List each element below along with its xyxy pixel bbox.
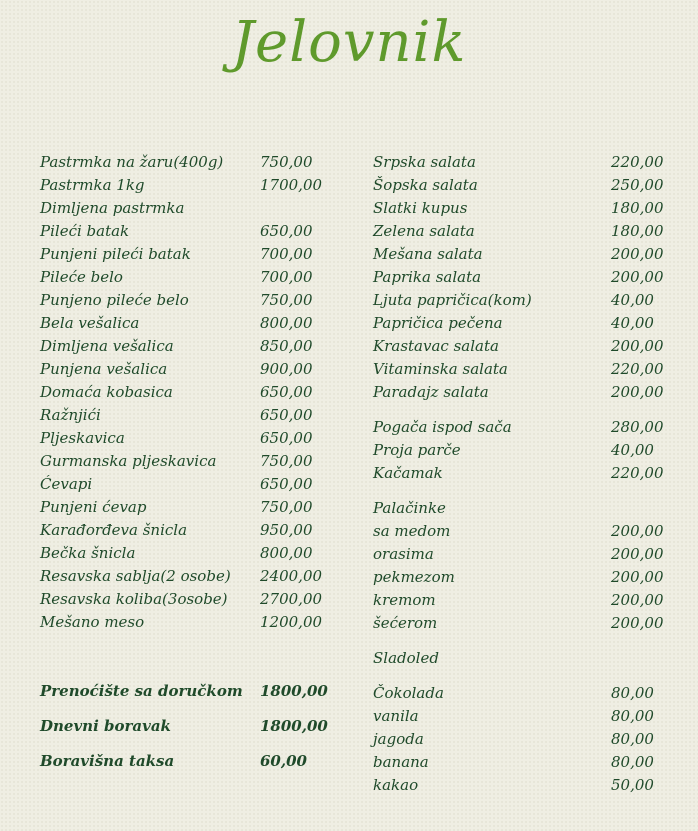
menu-item [373, 358, 673, 381]
menu-item-name: Ljuta papričica(kom) [373, 291, 532, 309]
menu-item-name: Papričica pečena [373, 314, 503, 332]
menu-item-price: 650,00 [260, 429, 313, 447]
menu-item-price: 200,00 [611, 591, 664, 609]
menu-item-price: 900,00 [260, 360, 313, 378]
menu-item-name: Punjeni pileći batak [40, 245, 191, 263]
salads-list [373, 151, 673, 404]
menu-item-name: Paprika salata [373, 268, 482, 286]
menu-item-name: Paradajz salata [373, 383, 489, 401]
menu-item [373, 774, 673, 797]
menu-item-name: Mešano meso [40, 613, 145, 631]
menu-item-price: 50,00 [611, 776, 654, 794]
menu-item [373, 566, 673, 589]
menu-item-price: 700,00 [260, 245, 313, 263]
menu-item [40, 588, 330, 611]
palacinke-heading: Palačinke [373, 499, 446, 517]
right-column [373, 151, 673, 797]
menu-item-price: 650,00 [260, 383, 313, 401]
menu-item-price: 800,00 [260, 314, 313, 332]
menu-item-price: 80,00 [611, 753, 654, 771]
menu-item-price: 750,00 [260, 498, 313, 516]
menu-item-price: 80,00 [611, 730, 654, 748]
menu-item-name: jagoda [373, 730, 424, 748]
menu-item [373, 243, 673, 266]
menu-item-name: Punjena vešalica [40, 360, 168, 378]
menu-item-name: Dimljena pastrmka [40, 199, 185, 217]
menu-item [373, 151, 673, 174]
menu-item [40, 750, 330, 773]
menu-item-name: Čokolada [373, 684, 444, 702]
menu-item-price: 40,00 [611, 291, 654, 309]
menu-item-price: 180,00 [611, 222, 664, 240]
menu-item-name: Pljeskavica [40, 429, 125, 447]
menu-item [40, 358, 330, 381]
menu-item-name: Proja parče [373, 441, 461, 459]
menu-item [373, 289, 673, 312]
menu-item-name: pekmezom [373, 568, 455, 586]
menu-item-name: Zelena salata [373, 222, 475, 240]
menu-item-name: Pastrmka 1kg [40, 176, 145, 194]
menu-item-name: Mešana salata [373, 245, 483, 263]
menu-item-name: vanila [373, 707, 419, 725]
sladoled-heading: Sladoled [373, 649, 439, 667]
menu-item-name: Punjeni ćevap [40, 498, 147, 516]
menu-item [40, 427, 330, 450]
menu-item-name: Pastrmka na žaru(400g) [40, 153, 224, 171]
menu-item-name: Pileći batak [40, 222, 130, 240]
menu-item-price: 850,00 [260, 337, 313, 355]
menu-item-name: Resavska koliba(3osobe) [40, 590, 228, 608]
menu-item-price: 280,00 [611, 418, 664, 436]
menu-item [373, 197, 673, 220]
menu-item-name: Boravišna taksa [40, 752, 175, 770]
menu-item-name: Bela vešalica [40, 314, 140, 332]
menu-item-name: Pogača ispod sača [373, 418, 512, 436]
menu-item [373, 543, 673, 566]
menu-item-name: Karađorđeva šnicla [40, 521, 188, 539]
menu-item [40, 715, 330, 738]
menu-item-price: 200,00 [611, 568, 664, 586]
sladoled-list [373, 682, 673, 797]
menu-item-price: 1200,00 [260, 613, 323, 631]
menu-item-name: kremom [373, 591, 436, 609]
menu-item [40, 243, 330, 266]
menu-item [40, 519, 330, 542]
menu-item-name: kakao [373, 776, 419, 794]
menu-item-name: Gurmanska pljeskavica [40, 452, 217, 470]
menu-item-price: 40,00 [611, 441, 654, 459]
menu-item [40, 680, 330, 703]
menu-item [40, 496, 330, 519]
menu-item-name: Prenoćište sa doručkom [40, 682, 243, 700]
palacinke-list [373, 520, 673, 635]
menu-item-price: 200,00 [611, 383, 664, 401]
menu-item-price: 250,00 [611, 176, 664, 194]
menu-item [373, 381, 673, 404]
menu-item [373, 174, 673, 197]
menu-item-price: 650,00 [260, 222, 313, 240]
main-dishes-list [40, 151, 330, 634]
menu-item-price: 40,00 [611, 314, 654, 332]
menu-item [373, 462, 673, 485]
menu-item [373, 682, 673, 705]
left-column [40, 151, 330, 773]
menu-item-price: 750,00 [260, 452, 313, 470]
menu-item-price: 2700,00 [260, 590, 323, 608]
menu-item-name: Bečka šnicla [40, 544, 136, 562]
menu-item-name: Dnevni boravak [40, 717, 171, 735]
menu-item [373, 612, 673, 635]
menu-item [40, 565, 330, 588]
menu-item [40, 289, 330, 312]
menu-item-name: Domaća kobasica [40, 383, 173, 401]
menu-item [40, 151, 330, 174]
menu-item [40, 220, 330, 243]
menu-item [373, 589, 673, 612]
lodging-list [40, 680, 330, 773]
menu-item-price: 200,00 [611, 337, 664, 355]
menu-item [40, 542, 330, 565]
menu-item [40, 450, 330, 473]
menu-item-price: 220,00 [611, 360, 664, 378]
menu-item-name: sa medom [373, 522, 451, 540]
menu-item-price: 200,00 [611, 268, 664, 286]
menu-item-price: 80,00 [611, 684, 654, 702]
menu-item-price: 650,00 [260, 475, 313, 493]
menu-item [373, 335, 673, 358]
menu-item-name: Dimljena vešalica [40, 337, 174, 355]
menu-item [373, 520, 673, 543]
menu-item-price: 650,00 [260, 406, 313, 424]
menu-item [373, 220, 673, 243]
menu-item-name: Resavska sablja(2 osobe) [40, 567, 231, 585]
menu-item [40, 404, 330, 427]
menu-item-price: 2400,00 [260, 567, 323, 585]
page-title: Jelovnik [231, 10, 467, 75]
menu-item [40, 266, 330, 289]
menu-item-name: Pileće belo [40, 268, 123, 286]
menu-item [40, 381, 330, 404]
menu-item-price: 700,00 [260, 268, 313, 286]
menu-item-price: 800,00 [260, 544, 313, 562]
menu-item-price: 750,00 [260, 153, 313, 171]
menu-item-name: Srpska salata [373, 153, 476, 171]
menu-item [373, 266, 673, 289]
menu-item-price: 200,00 [611, 522, 664, 540]
menu-item-price: 1800,00 [260, 717, 328, 735]
menu-item [373, 705, 673, 728]
menu-item [373, 751, 673, 774]
menu-item-price: 750,00 [260, 291, 313, 309]
menu-item-price: 1800,00 [260, 682, 328, 700]
menu-item [373, 728, 673, 751]
menu-item [40, 335, 330, 358]
menu-item-price: 200,00 [611, 245, 664, 263]
menu-item [40, 473, 330, 496]
menu-item-price: 950,00 [260, 521, 313, 539]
menu-item-name: šećerom [373, 614, 438, 632]
menu-item [373, 312, 673, 335]
menu-item [40, 312, 330, 335]
menu-item-price: 180,00 [611, 199, 664, 217]
menu-item-price: 60,00 [260, 752, 307, 770]
menu-item [373, 416, 673, 439]
menu-item-price: 220,00 [611, 153, 664, 171]
menu-item-name: Slatki kupus [373, 199, 468, 217]
menu-item-name: Krastavac salata [373, 337, 499, 355]
menu-item-price: 1700,00 [260, 176, 323, 194]
menu-item-price: 220,00 [611, 464, 664, 482]
menu-item-name: banana [373, 753, 429, 771]
menu-item-name: Ražnjići [40, 406, 101, 424]
menu-item-name: orasima [373, 545, 434, 563]
menu-item-name: Punjeno pileće belo [40, 291, 189, 309]
menu-item [40, 611, 330, 634]
menu-item-price: 200,00 [611, 545, 664, 563]
menu-item-price: 80,00 [611, 707, 654, 725]
menu-item-name: Kačamak [373, 464, 443, 482]
bakery-list [373, 416, 673, 485]
menu-item-name: Šopska salata [373, 176, 478, 194]
menu-item-price: 200,00 [611, 614, 664, 632]
menu-item [40, 174, 330, 197]
menu-item [40, 197, 330, 220]
menu-item-name: Vitaminska salata [373, 360, 508, 378]
menu-item-name: Ćevapi [40, 475, 93, 493]
menu-item [373, 439, 673, 462]
